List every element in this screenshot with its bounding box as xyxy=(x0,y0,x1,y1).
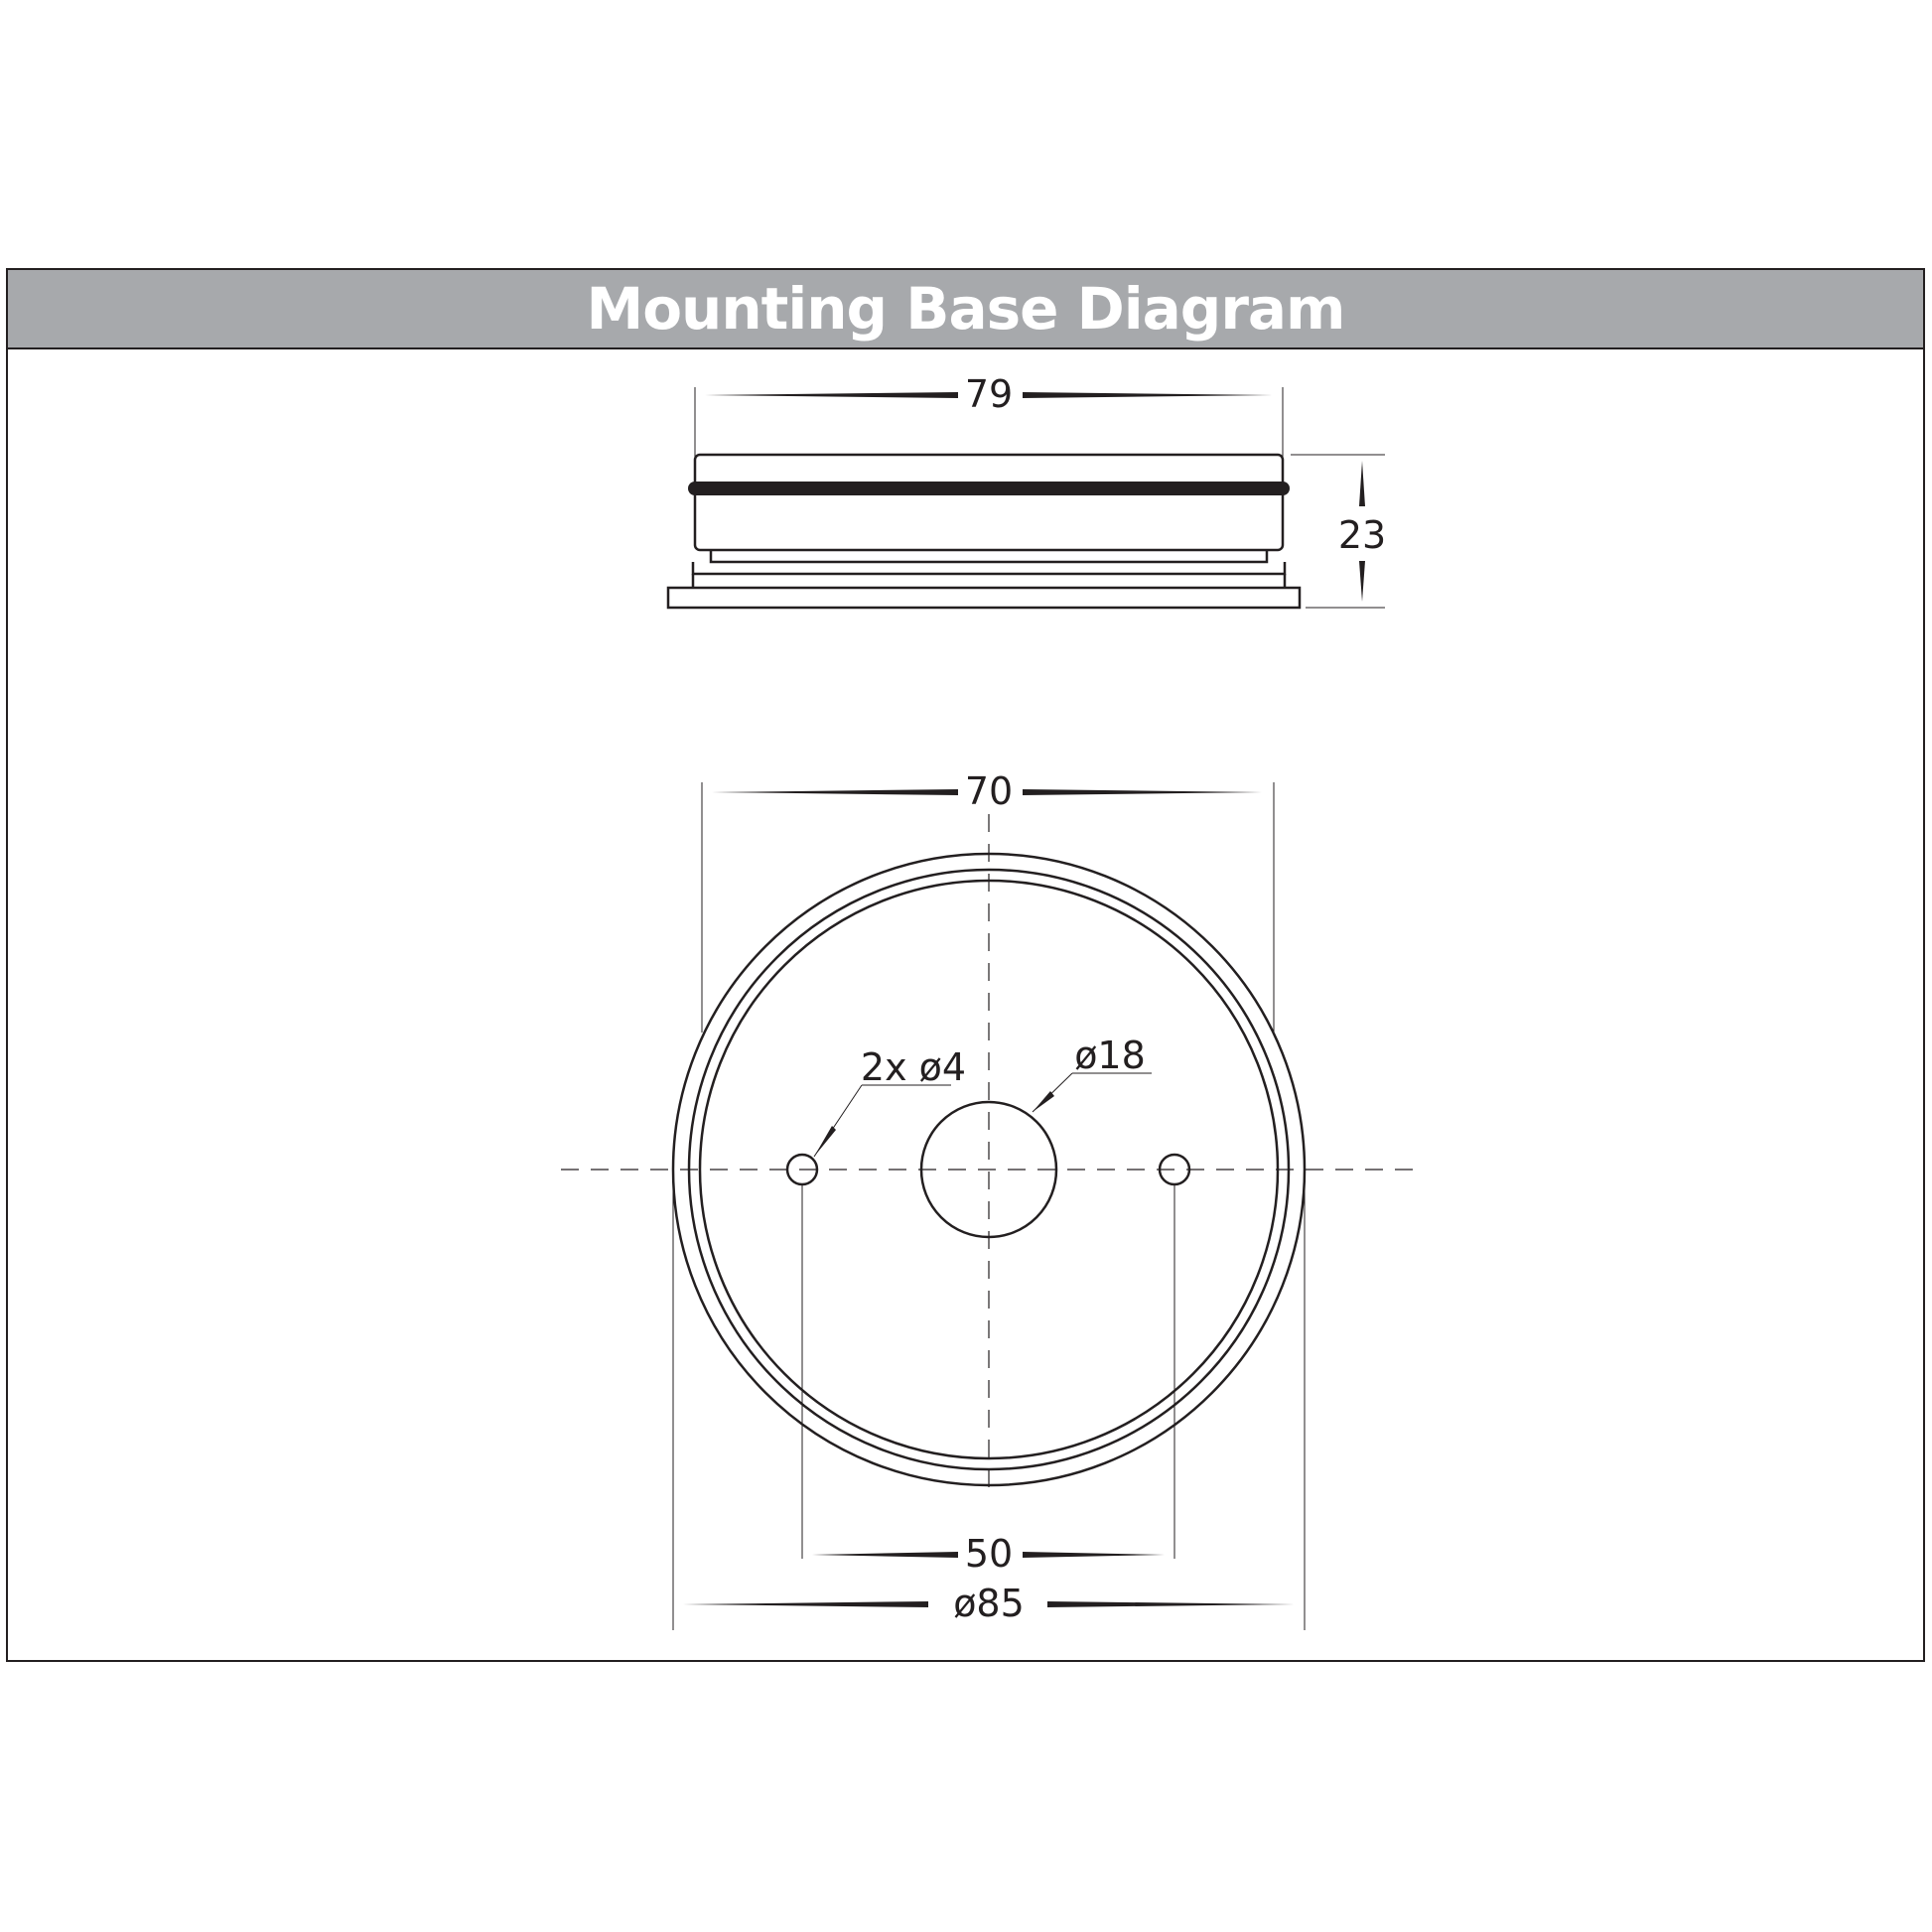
dimension-arrow-50-right xyxy=(1023,1552,1165,1558)
dimension-arrow-85-right xyxy=(1047,1601,1295,1607)
fixing-holes-label: 2x ø4 xyxy=(860,1045,967,1089)
dimension-79-label: 79 xyxy=(964,372,1014,416)
dimension-arrow-50-left xyxy=(812,1552,958,1558)
dimension-arrow-left xyxy=(705,392,958,398)
base-step xyxy=(711,550,1267,562)
base-collar xyxy=(693,562,1285,574)
top-view xyxy=(561,782,1415,1630)
dimension-85-label: ø85 xyxy=(953,1582,1025,1625)
page-title: Mounting Base Diagram xyxy=(586,275,1345,343)
leader-fixing-arrow xyxy=(814,1126,836,1157)
dimension-arrow-70-right xyxy=(1023,789,1264,795)
dimension-50-label: 50 xyxy=(964,1532,1014,1576)
cable-hole-label: ø18 xyxy=(1074,1034,1146,1077)
dimension-70-label: 70 xyxy=(964,769,1014,813)
dimension-arrow-70-left xyxy=(712,789,958,795)
dimension-23-label: 23 xyxy=(1337,513,1387,557)
dimension-arrow-85-left xyxy=(683,1601,928,1607)
leader-cable-arrow xyxy=(1033,1091,1054,1112)
base-flange xyxy=(668,588,1300,608)
dimension-arrow-top xyxy=(1359,461,1365,506)
dimension-arrow-bottom xyxy=(1359,561,1365,602)
base-body xyxy=(695,455,1283,550)
dimension-arrow-right xyxy=(1023,392,1273,398)
side-view xyxy=(668,387,1385,608)
